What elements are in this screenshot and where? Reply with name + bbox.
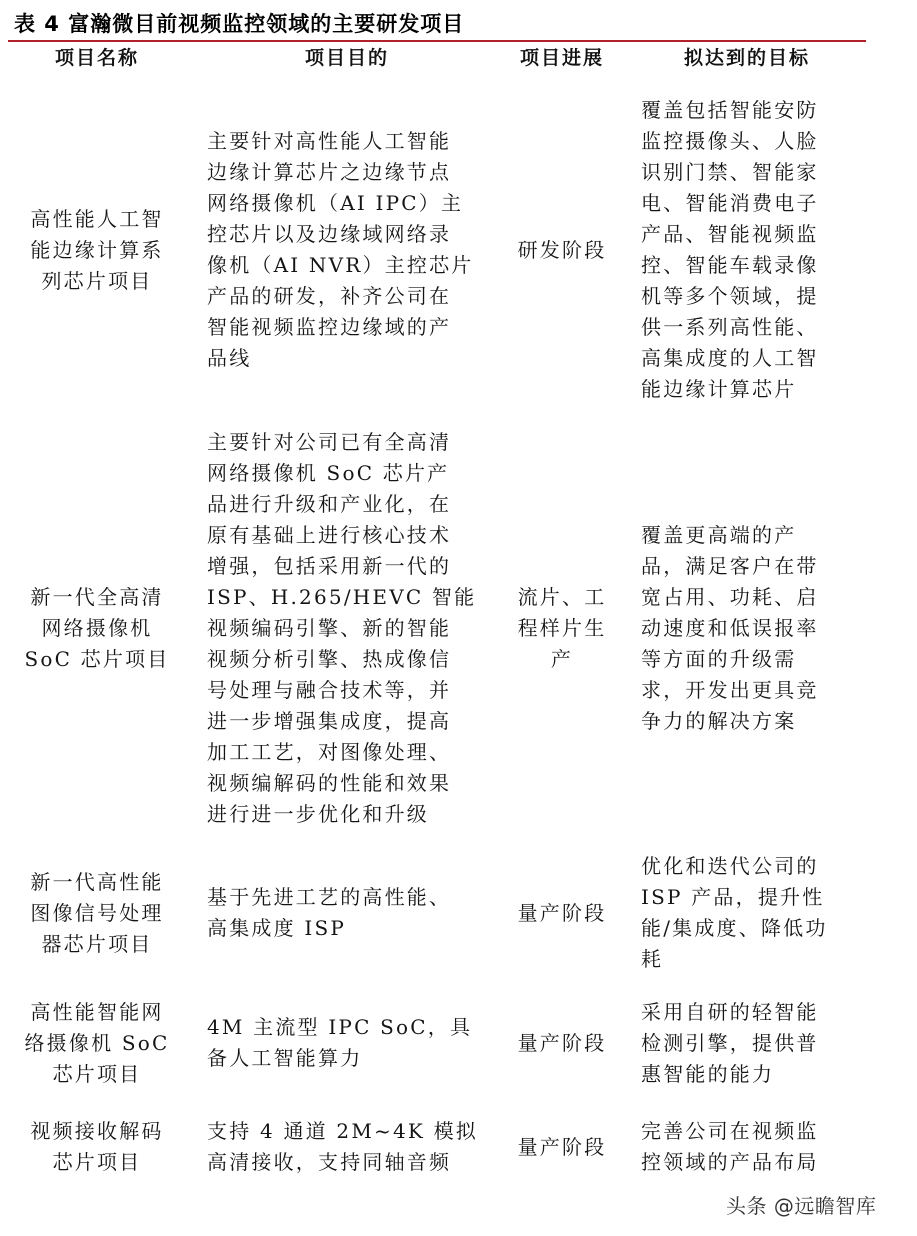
header-project-purpose: 项目目的: [304, 47, 389, 69]
project-purpose: 主要针对公司已有全高清 网络摄像机 SoC 芯片产 品进行升级和产业化，在 原有基础上进行核心技术 增强，包括采用新一代的 ISP、H.265/HEVC 智能 视频编码引擎、新的智能 视频分析引擎、热成像信 号处理与融合技术等，并 进一步增强集成度，提高 加工工艺，对图像处理、 视频编解码的性能和效果 进行进一步优化和升级: [207, 429, 477, 826]
project-target: 覆盖包括智能安防 监控摄像头、人脸 识别门禁、智能家 电、智能消费电子 产品、智能视频监 控、智能车载录像 机等多个领域，提 供一系列高性能、 高集成度的人工智 能边缘计算芯片: [641, 98, 819, 401]
project-name: 新一代高性能 图像信号处理 器芯片项目: [30, 869, 164, 956]
project-target: 覆盖更高端的产 品，满足客户在带 宽占用、功耗、启 动速度和低误报率 等方面的升级需 求，开发出更具竞 争力的解决方案: [641, 522, 819, 733]
project-target: 完善公司在视频监 控领域的产品布局: [641, 1119, 819, 1174]
project-name: 视频接收解码 芯片项目: [30, 1119, 164, 1174]
project-name: 高性能智能网 络摄像机 SoC 芯片项目: [24, 999, 170, 1086]
header-project-name: 项目名称: [54, 47, 139, 69]
project-progress: 研发阶段: [517, 237, 607, 262]
project-progress: 量产阶段: [517, 900, 607, 925]
table-title: 表 4 富瀚微目前视频监控领域的主要研发项目: [14, 12, 465, 36]
project-target: 采用自研的轻智能 检测引擎，提供普 惠智能的能力: [641, 999, 819, 1086]
table-row: [0, 994, 917, 1092]
header-project-target: 拟达到的目标: [683, 47, 810, 69]
title-divider: [8, 40, 866, 42]
project-target: 优化和迭代公司的 ISP 产品，提升性 能/集成度、降低功 耗: [641, 854, 828, 971]
project-progress: 量产阶段: [517, 1134, 607, 1159]
watermark: 头条 @远瞻智库: [726, 1194, 877, 1218]
project-progress: 流片、工 程样片生 产: [517, 584, 607, 671]
table-row: [0, 1114, 917, 1180]
project-purpose: 4M 主流型 IPC SoC，具 备人工智能算力: [207, 1015, 473, 1070]
project-purpose: 支持 4 通道 2M~4K 模拟 高清接收，支持同轴音频: [207, 1119, 478, 1174]
header-project-progress: 项目进展: [519, 47, 604, 69]
project-purpose: 基于先进工艺的高性能、 高集成度 ISP: [207, 885, 452, 940]
project-purpose: 主要针对高性能人工智能 边缘计算芯片之边缘节点 网络摄像机（AI IPC）主 控芯片以及边缘域网络录 像机（AI NVR）主控芯片 产品的研发，补齐公司在 智能视频监控边缘域的产 品线: [207, 129, 474, 370]
table-row: [0, 92, 917, 408]
table-row: [0, 424, 917, 832]
table-row: [0, 848, 917, 978]
project-name: 新一代全高清 网络摄像机 SoC 芯片项目: [24, 584, 170, 671]
project-progress: 量产阶段: [517, 1030, 607, 1055]
project-name: 高性能人工智 能边缘计算系 列芯片项目: [30, 206, 164, 293]
table-header: [0, 44, 917, 72]
